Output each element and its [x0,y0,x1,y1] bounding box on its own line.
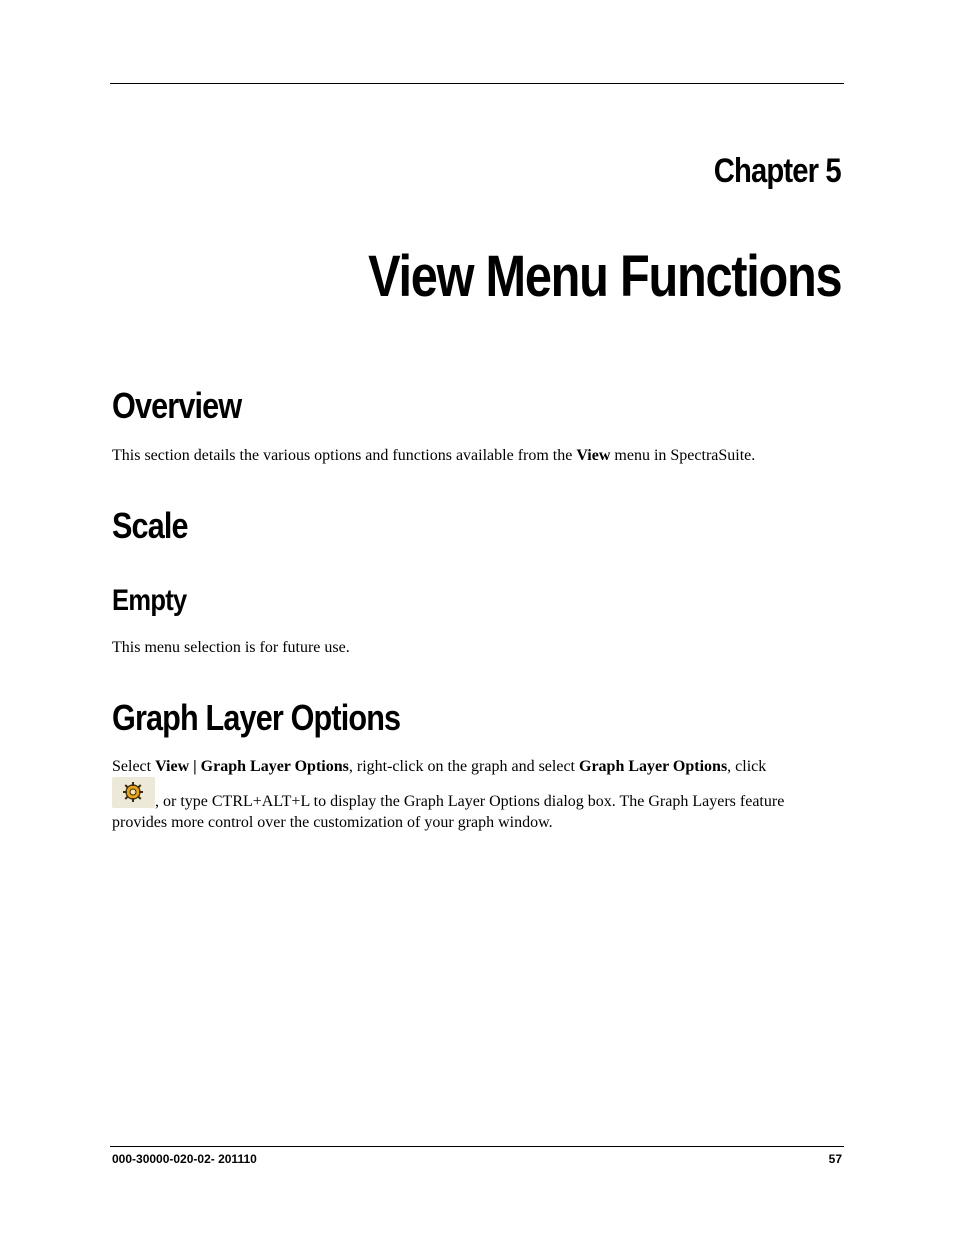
chapter-title: View Menu Functions [367,244,841,309]
graph-layer-options-line-2 [112,777,844,831]
graph-layer-options-paragraph [112,757,844,831]
overview-view-bold: View [576,447,611,464]
chapter-label: Chapter 5 [713,152,841,190]
scale-heading: Scale [112,505,188,546]
menu-path-bold: View | Graph Layer Options [155,758,349,775]
graph-layer-options-line-3: provides more control over the customization of your graph window. [112,814,553,831]
empty-heading: Empty [112,584,187,617]
graph-layer-options-line-1 [112,757,844,777]
option-bold: Graph Layer Options [579,758,728,775]
right-click-text: , right-click on the graph and select [348,758,579,775]
graph-layer-options-button-image [112,777,155,808]
footer-rule [110,1146,844,1147]
select-text: Select [112,758,156,775]
footer-doc-number: 000-30000-020-02- 201110 [112,1152,257,1166]
graph-layer-options-gear-icon [121,781,145,803]
after-icon-text: , or type CTRL+ALT+L to display the Graph Layer Options dialog box. The Graph Layers feature [155,793,785,810]
footer-page-number: 57 [828,1152,842,1166]
graph-layer-options-heading: Graph Layer Options [112,697,401,738]
click-text: , click [727,758,767,775]
empty-paragraph: This menu selection is for future use. [112,639,350,656]
overview-text-after: menu in SpectraSuite. [610,447,756,464]
overview-text-before: This section details the various options and functions available from the [112,447,577,464]
overview-heading: Overview [112,385,242,426]
header-rule [110,83,844,84]
overview-paragraph [112,446,844,466]
